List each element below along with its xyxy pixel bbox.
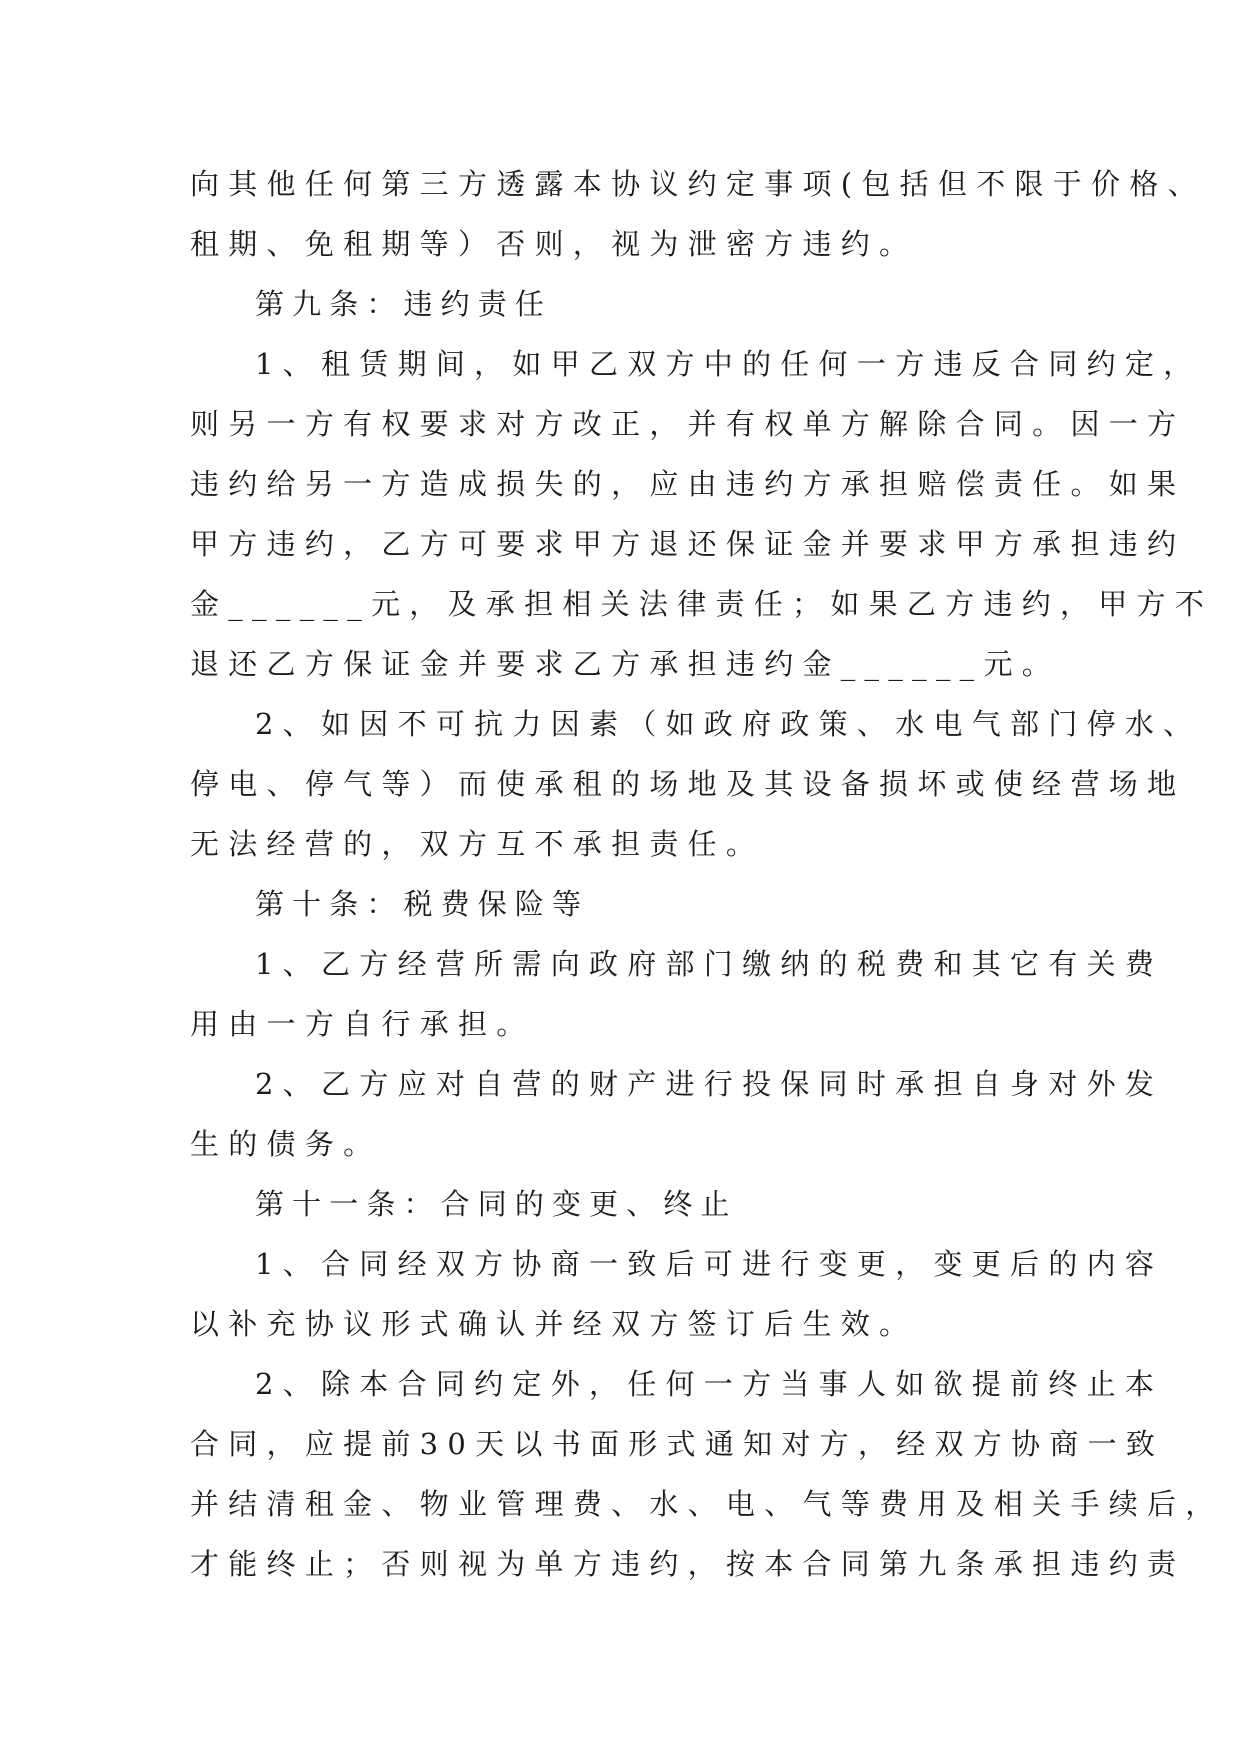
section-heading-article-10: 第十条：税费保险等 <box>255 887 590 921</box>
text-line: 停电、停气等）而使承租的场地及其设备损坏或使经营场地 <box>190 767 1186 801</box>
text-line: 1、乙方经营所需向政府部门缴纳的税费和其它有关费 <box>255 947 1164 981</box>
text-line: 并结清租金、物业管理费、水、电、气等费用及相关手续后， <box>190 1487 1224 1521</box>
section-heading-article-9: 第九条：违约责任 <box>255 287 552 321</box>
text-line: 1、租赁期间，如甲乙双方中的任何一方违反合同约定， <box>255 347 1202 381</box>
text-line: 违约给另一方造成损失的，应由违约方承担赔偿责任。如果 <box>190 467 1186 501</box>
text-line: 合同，应提前30天以书面形式通知对方，经双方协商一致 <box>190 1427 1165 1461</box>
text-line: 租期、免租期等）否则，视为泄密方违约。 <box>190 227 918 261</box>
text-line: 金______元，及承担相关法律责任；如果乙方违约，甲方不 <box>190 587 1214 621</box>
text-line: 2、乙方应对自营的财产进行投保同时承担自身对外发 <box>255 1067 1164 1101</box>
text-line: 则另一方有权要求对方改正，并有权单方解除合同。因一方 <box>190 407 1186 441</box>
text-line: 2、除本合同约定外，任何一方当事人如欲提前终止本 <box>255 1367 1164 1401</box>
text-line: 生的债务。 <box>190 1127 382 1161</box>
text-line: 甲方违约，乙方可要求甲方退还保证金并要求甲方承担违约 <box>190 527 1186 561</box>
text-line: 1、合同经双方协商一致后可进行变更，变更后的内容 <box>255 1247 1164 1281</box>
text-line: 向其他任何第三方透露本协议约定事项(包括但不限于价格、 <box>190 167 1206 201</box>
text-line: 退还乙方保证金并要求乙方承担违约金______元。 <box>190 647 1061 681</box>
section-heading-article-11: 第十一条：合同的变更、终止 <box>255 1187 738 1221</box>
text-line: 2、如因不可抗力因素（如政府政策、水电气部门停水、 <box>255 707 1202 741</box>
text-line: 无法经营的，双方互不承担责任。 <box>190 827 765 861</box>
text-line: 才能终止；否则视为单方违约，按本合同第九条承担违约责 <box>190 1547 1186 1581</box>
text-line: 以补充协议形式确认并经双方签订后生效。 <box>190 1307 918 1341</box>
text-line: 用由一方自行承担。 <box>190 1007 535 1041</box>
